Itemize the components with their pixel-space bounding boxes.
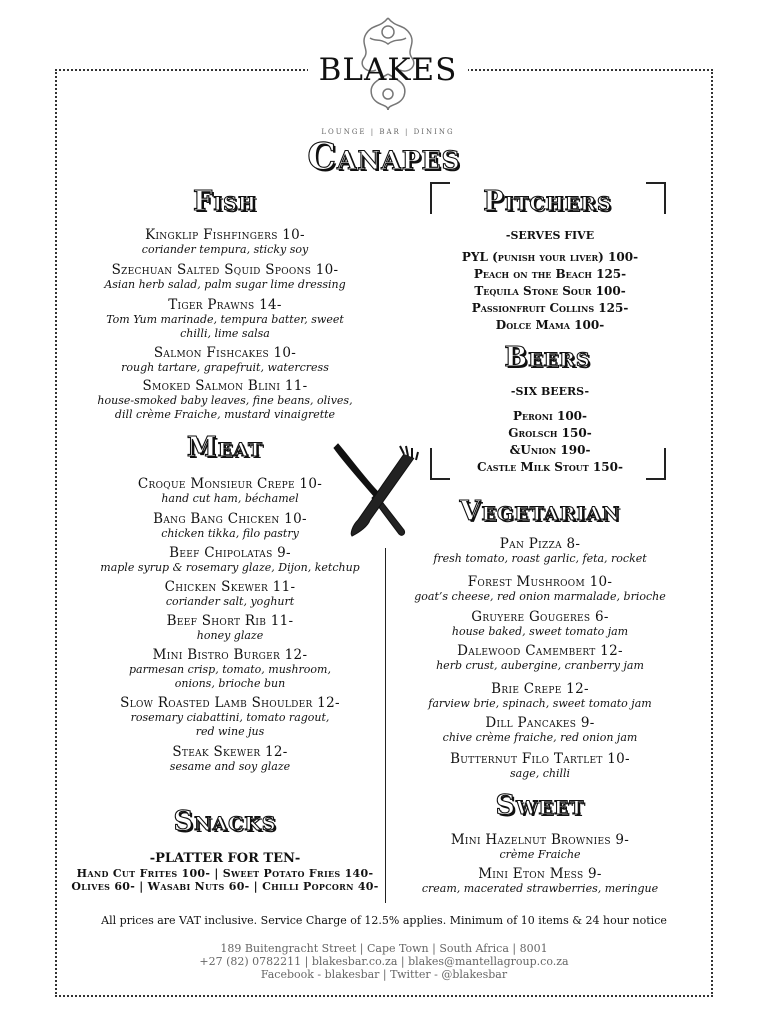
item-desc: Tom Yum marinade, tempura batter, sweet [106,313,344,326]
item-desc: sesame and soy glaze [169,760,291,773]
page-title: Canapes [307,136,461,178]
beer-item: Peroni 100- [513,409,587,423]
menu-item [60,647,400,691]
item-desc: herb crust, aubergine, cranberry jam [436,659,644,672]
menu-item [60,613,400,643]
item-name: Mini Hazelnut Brownies 9- [450,832,630,848]
menu-item [60,695,400,739]
item-name: Dalewood Camembert 12- [457,643,623,659]
menu-item [400,643,680,673]
item-name: Butternut Filo Tartlet 10- [450,751,630,767]
sweet-heading: Sweet [495,790,585,821]
item-desc: coriander salt, yoghurt [165,595,295,608]
platter-title: -PLATTER FOR TEN- [149,851,301,866]
knife-fork-icon [330,440,425,540]
item-name: Croque Monsieur Crepe 10- [137,476,323,492]
menu-item [400,866,680,896]
beer-item: Castle Milk Stout 150- [477,460,623,474]
pricing-note: All prices are VAT inclusive. Service Charge of 12.5% applies. Minimum of 10 items & 24 hour notice [101,914,667,927]
item-desc: farview brie, spinach, sweet tomato jam [428,697,652,710]
brand-name: BLAKES [318,52,458,88]
snacks-heading: Snacks [173,806,277,837]
snacks-line: Hand Cut Frites 100- | Sweet Potato Fries 140- [76,867,374,880]
item-desc: house-smoked baby leaves, fine beans, olives, [97,394,353,407]
menu-item [400,832,680,862]
beer-item: &Union 190- [509,443,591,457]
item-name: Salmon Fishcakes 10- [153,345,297,361]
item-name: Szechuan Salted Squid Spoons 10- [111,262,339,278]
item-desc: dill crème Fraiche, mustard vinaigrette [114,408,336,421]
item-desc: rough tartare, grapefruit, watercress [121,361,329,374]
item-desc: red wine jus [195,725,265,738]
beers-sub: -SIX BEERS- [510,385,590,398]
item-desc: fresh tomato, roast garlic, feta, rocket [433,552,647,565]
item-name: Beef Chipolatas 9- [169,545,291,561]
item-desc: hand cut ham, béchamel [161,492,299,505]
menu-item [400,609,680,639]
item-name: Brie Crepe 12- [491,681,589,697]
item-desc: maple syrup & rosemary glaze, Dijon, ketchup [100,561,360,574]
brand-tagline: LOUNGE | BAR | DINING [321,128,455,136]
menu-item [60,744,400,774]
pitcher-item: PYL (punish your liver) 100- [461,250,639,264]
menu-item [60,378,390,422]
item-desc: parmesan crisp, tomato, mushroom, [129,663,331,676]
beers-list [420,383,680,476]
item-desc: cream, macerated strawberries, meringue [421,882,659,895]
snacks-line: Olives 60- | Wasabi Nuts 60- | Chilli Popcorn 40- [71,880,379,893]
fish-heading: Fish [193,186,257,217]
item-desc: sage, chilli [509,767,571,780]
menu-item [60,262,390,292]
pitcher-item: Dolce Mama 100- [495,318,605,332]
pitchers-heading: Pitchers [483,186,612,217]
item-name: Mini Bistro Burger 12- [152,647,308,663]
footer-contact: +27 (82) 0782211 | blakesbar.co.za | blakes@mantellagroup.co.za [199,955,569,968]
footer-address: 189 Buitengracht Street | Cape Town | South Africa | 8001 [220,942,548,955]
footer-social: Facebook - blakesbar | Twitter - @blakesbar [260,968,508,981]
serves-label: -SERVES FIVE [505,229,595,242]
item-name: Bang Bang Chicken 10- [153,511,307,527]
item-name: Forest Mushroom 10- [467,574,613,590]
beer-item: Grolsch 150- [508,426,592,440]
menu-item [60,227,390,257]
menu-item [400,751,680,781]
item-name: Smoked Salmon Blini 11- [142,378,308,394]
item-name: Beef Short Rib 11- [166,613,294,629]
pitcher-item: Peach on the Beach 125- [473,267,627,281]
menu-item [400,715,680,745]
item-name: Dill Pancakes 9- [485,715,595,731]
menu-item [60,579,400,609]
item-desc: chilli, lime salsa [180,327,270,340]
beers-heading: Beers [504,342,591,373]
item-desc: chicken tikka, filo pastry [161,527,299,540]
vegetarian-heading: Vegetarian [459,496,621,527]
item-desc: honey glaze [196,629,264,642]
menu-item [400,574,680,604]
pitcher-item: Tequila Stone Sour 100- [474,284,626,298]
item-name: Gruyere Gougeres 6- [471,609,609,625]
platter [60,850,390,893]
item-name: Slow Roasted Lamb Shoulder 12- [120,695,340,711]
menu-item [60,545,400,575]
item-name: Kingklip Fishfingers 10- [145,227,305,243]
menu-item [60,345,390,375]
item-name: Pan Pizza 8- [499,536,581,552]
item-desc: Asian herb salad, palm sugar lime dressing [104,278,346,291]
meat-heading: Meat [186,432,264,463]
item-desc: goat’s cheese, red onion marmalade, brioche [414,590,666,603]
pitchers-list [420,227,680,334]
item-desc: onions, brioche bun [174,677,286,690]
item-name: Chicken Skewer 11- [164,579,296,595]
logo [308,14,468,136]
menu-item [400,681,680,711]
item-name: Mini Eton Mess 9- [478,866,602,882]
pitcher-item: Passionfruit Collins 125- [471,301,629,315]
menu-item [60,297,390,341]
item-desc: coriander tempura, sticky soy [141,243,309,256]
menu-item [400,536,680,566]
item-desc: chive crème fraiche, red onion jam [442,731,638,744]
item-desc: rosemary ciabattini, tomato ragout, [130,711,330,724]
item-desc: house baked, sweet tomato jam [451,625,629,638]
item-name: Steak Skewer 12- [172,744,288,760]
item-desc: crème Fraiche [499,848,581,861]
item-name: Tiger Prawns 14- [168,297,282,313]
